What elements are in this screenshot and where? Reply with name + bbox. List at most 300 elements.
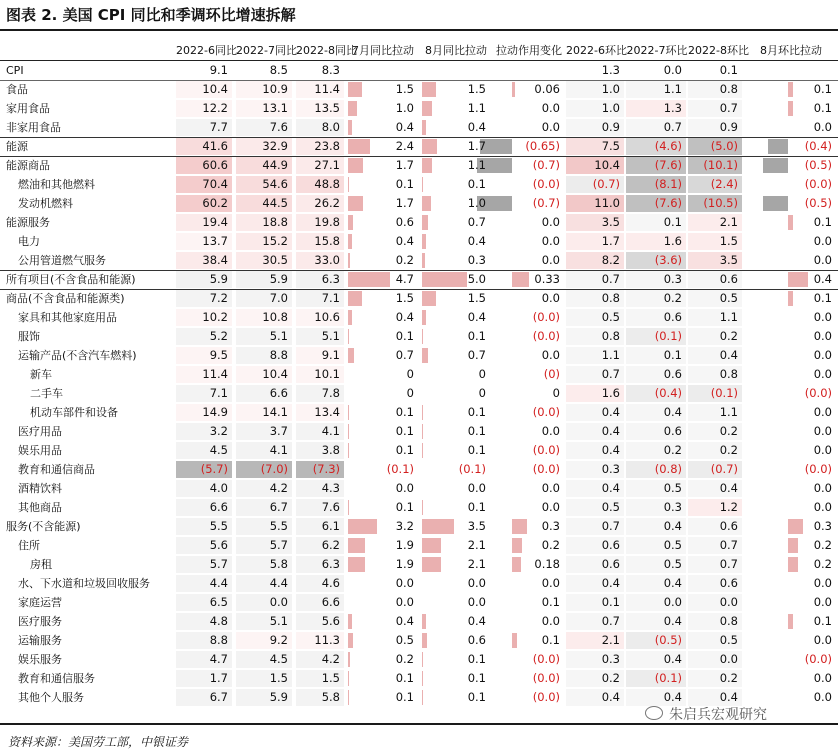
value-cell: 13.7 [202, 234, 228, 248]
source-note: 资料来源：美国劳工部，中银证券 [8, 735, 189, 749]
value-cell: 0.2 [663, 291, 682, 305]
value-cell: 0.0 [813, 253, 832, 267]
value-cell: 0.2 [541, 538, 560, 552]
value-cell: 0.2 [813, 557, 832, 571]
value-cell: 0.0 [813, 595, 832, 609]
value-cell: 6.3 [321, 272, 340, 286]
value-cell: 0.1 [467, 177, 486, 191]
value-cell: 70.4 [202, 177, 228, 191]
table-row [0, 232, 838, 251]
value-cell: 5.6 [321, 614, 340, 628]
value-cell: 0.0 [663, 63, 682, 77]
value-cell: 0 [406, 386, 414, 400]
row-label: 教育和通信服务 [18, 672, 95, 685]
value-cell: 33.0 [314, 253, 340, 267]
value-cell: 0.0 [813, 405, 832, 419]
value-cell: 0.6 [601, 557, 620, 571]
value-cell: 0.8 [601, 329, 620, 343]
value-cell: 0.1 [663, 215, 682, 229]
value-cell [744, 62, 832, 79]
value-cell: 0.7 [601, 614, 620, 628]
wechat-icon [645, 706, 663, 720]
row-divider [0, 270, 838, 271]
value-cell: 10.6 [314, 310, 340, 324]
value-cell: 9.1 [209, 63, 228, 77]
value-cell: (7.0) [260, 462, 288, 476]
page-title: 图表 2. 美国 CPI 同比和季调环比增速拆解 [6, 6, 296, 24]
table-row [0, 327, 838, 346]
value-cell: 1.5 [467, 291, 486, 305]
row-label: 能源服务 [6, 216, 50, 229]
value-cell: (0.5) [804, 196, 832, 210]
value-cell: 0.1 [395, 500, 414, 514]
value-cell: (0.0) [532, 443, 560, 457]
value-cell: 0.4 [663, 614, 682, 628]
value-cell: 0.4 [395, 120, 414, 134]
value-cell: (0.0) [532, 329, 560, 343]
value-cell: 5.7 [209, 557, 228, 571]
value-cell: 0.1 [601, 595, 620, 609]
value-cell: (0.0) [532, 405, 560, 419]
table-row [0, 669, 838, 688]
value-cell: 0.0 [467, 576, 486, 590]
value-cell: 4.4 [269, 576, 288, 590]
table-row [0, 555, 838, 574]
value-cell: (0.7) [710, 462, 738, 476]
row-label: 水、下水道和垃圾回收服务 [18, 577, 150, 590]
value-cell: (0.1) [710, 386, 738, 400]
value-cell: 11.3 [314, 633, 340, 647]
value-cell: 0.0 [813, 690, 832, 704]
value-cell: 0 [552, 386, 560, 400]
value-cell: 0.1 [813, 215, 832, 229]
value-cell: 1.9 [395, 557, 414, 571]
row-label: 运输服务 [18, 634, 62, 647]
row-label: 二手车 [30, 387, 63, 400]
value-cell: 7.6 [321, 500, 340, 514]
table-row [0, 517, 838, 536]
value-cell: 7.1 [321, 291, 340, 305]
value-cell: 12.2 [202, 101, 228, 115]
value-cell: 0.0 [541, 234, 560, 248]
row-label: 酒精饮料 [18, 482, 62, 495]
value-cell: 1.6 [601, 386, 620, 400]
value-cell: 4.1 [321, 424, 340, 438]
value-cell: 3.5 [719, 253, 738, 267]
value-cell: 0.1 [467, 690, 486, 704]
value-cell [420, 62, 486, 79]
value-cell: 0.6 [663, 367, 682, 381]
value-cell: 54.6 [262, 177, 288, 191]
value-cell: 0.2 [663, 443, 682, 457]
value-cell: 0.5 [601, 310, 620, 324]
table-row [0, 631, 838, 650]
row-label: 住所 [18, 539, 40, 552]
value-cell: (5.0) [710, 139, 738, 153]
value-cell: 6.7 [269, 500, 288, 514]
value-cell: 38.4 [202, 253, 228, 267]
value-cell: 0.4 [719, 481, 738, 495]
value-cell: 10.9 [262, 82, 288, 96]
value-cell: 0.0 [541, 120, 560, 134]
value-cell: 2.1 [719, 215, 738, 229]
value-cell: 1.0 [601, 82, 620, 96]
value-cell: (0.5) [804, 158, 832, 172]
value-cell: 44.9 [262, 158, 288, 172]
value-cell: 0.2 [813, 538, 832, 552]
value-cell: 4.0 [209, 481, 228, 495]
value-cell: 0.7 [719, 557, 738, 571]
value-cell: 0.4 [395, 614, 414, 628]
value-cell: 0.3 [663, 272, 682, 286]
value-cell: (0.1) [654, 671, 682, 685]
value-cell: 0.9 [601, 120, 620, 134]
value-cell: 0.1 [395, 177, 414, 191]
value-cell: 26.2 [314, 196, 340, 210]
value-cell: 13.5 [314, 101, 340, 115]
value-cell: 0.6 [395, 215, 414, 229]
value-cell: 0.5 [395, 633, 414, 647]
value-cell: 0.0 [467, 595, 486, 609]
value-cell: 0.1 [541, 633, 560, 647]
table-row [0, 289, 838, 308]
value-cell: 0.1 [813, 614, 832, 628]
value-cell: 0 [406, 367, 414, 381]
table-row [0, 536, 838, 555]
value-cell: 7.7 [209, 120, 228, 134]
value-cell: 4.7 [395, 272, 414, 286]
value-cell [492, 62, 560, 79]
value-cell: 3.7 [269, 424, 288, 438]
value-cell: 0.06 [534, 82, 560, 96]
value-cell: 0.1 [467, 424, 486, 438]
value-cell: 0.5 [719, 633, 738, 647]
row-label: 燃油和其他燃料 [18, 178, 95, 191]
value-cell: 7.1 [209, 386, 228, 400]
value-cell: 11.4 [314, 82, 340, 96]
value-cell: 0.4 [395, 234, 414, 248]
value-cell: 0.8 [719, 367, 738, 381]
value-cell: 1.0 [395, 101, 414, 115]
column-header: 拉动作用变化 [496, 44, 562, 57]
value-cell: 6.2 [321, 538, 340, 552]
row-label: 能源 [6, 140, 28, 153]
value-cell: 0.7 [467, 215, 486, 229]
value-cell: 0.3 [467, 253, 486, 267]
value-cell: 0.0 [813, 443, 832, 457]
value-cell: 3.5 [601, 215, 620, 229]
value-cell: 0.1 [395, 405, 414, 419]
column-header: 2022-7环比 [626, 44, 688, 57]
row-divider [0, 289, 838, 290]
value-cell: 0.4 [467, 310, 486, 324]
value-cell: 0.3 [601, 462, 620, 476]
table-row [0, 365, 838, 384]
value-cell: 1.1 [467, 158, 486, 172]
watermark [645, 704, 767, 724]
value-cell: 1.5 [395, 82, 414, 96]
column-header: 2022-7同比 [236, 44, 297, 57]
value-cell: 8.8 [209, 633, 228, 647]
value-cell: 0.1 [813, 101, 832, 115]
table-row [0, 156, 838, 175]
value-cell: 0.7 [601, 519, 620, 533]
value-cell: 0.3 [601, 652, 620, 666]
value-cell: 0.1 [663, 348, 682, 362]
value-cell: 0.6 [719, 576, 738, 590]
value-cell: 0.1 [467, 405, 486, 419]
value-cell: (4.6) [654, 139, 682, 153]
value-cell: 1.1 [467, 101, 486, 115]
value-cell: 0.1 [467, 443, 486, 457]
table-row [0, 403, 838, 422]
value-cell: (0.1) [458, 462, 486, 476]
table-row [0, 175, 838, 194]
value-cell: 0.0 [541, 348, 560, 362]
title-rule [0, 29, 838, 31]
value-cell: 0.0 [813, 234, 832, 248]
value-cell: 1.2 [719, 500, 738, 514]
value-cell: 5.8 [269, 557, 288, 571]
row-label: 其他商品 [18, 501, 62, 514]
column-header: 8月同比拉动 [425, 44, 487, 57]
value-cell: 0.4 [719, 690, 738, 704]
value-cell: 19.4 [202, 215, 228, 229]
watermark-text: 朱启兵宏观研究 [669, 707, 767, 723]
row-divider [0, 137, 838, 138]
row-label: 教育和通信商品 [18, 463, 95, 476]
value-cell: 0.1 [467, 671, 486, 685]
value-cell: 0.6 [467, 633, 486, 647]
value-cell: 0.0 [813, 424, 832, 438]
value-cell: 1.5 [321, 671, 340, 685]
value-cell: 6.7 [209, 690, 228, 704]
table-row [0, 137, 838, 156]
value-cell: 0.4 [601, 690, 620, 704]
value-cell: 48.8 [314, 177, 340, 191]
value-cell: 0.0 [541, 614, 560, 628]
value-cell: 0.0 [663, 595, 682, 609]
value-cell: (0.0) [532, 310, 560, 324]
value-cell: 0.2 [601, 671, 620, 685]
value-cell: 4.1 [269, 443, 288, 457]
value-cell: 0.5 [719, 291, 738, 305]
value-cell: 0.0 [541, 253, 560, 267]
value-cell: 14.9 [202, 405, 228, 419]
value-cell: 0.0 [813, 671, 832, 685]
value-cell: 44.5 [262, 196, 288, 210]
value-cell: 1.5 [395, 291, 414, 305]
value-cell: 0.7 [601, 272, 620, 286]
value-cell: 0.0 [719, 652, 738, 666]
value-cell: 11.4 [202, 367, 228, 381]
value-cell: 0.2 [719, 329, 738, 343]
table-row [0, 194, 838, 213]
value-cell: 10.8 [262, 310, 288, 324]
value-cell: 0.6 [663, 310, 682, 324]
row-label: 运输产品(不含汽车燃料) [18, 349, 137, 362]
row-label: 娱乐用品 [18, 444, 62, 457]
table-row [0, 612, 838, 631]
value-cell: 0.4 [601, 576, 620, 590]
value-cell: 0.7 [663, 120, 682, 134]
value-cell: 5.9 [209, 272, 228, 286]
value-cell: (0.0) [532, 690, 560, 704]
row-label: 服饰 [18, 330, 40, 343]
row-divider [0, 156, 838, 157]
value-cell: 7.2 [209, 291, 228, 305]
value-cell: 1.7 [467, 139, 486, 153]
value-cell: 7.0 [269, 291, 288, 305]
value-cell: 14.1 [262, 405, 288, 419]
value-cell: 15.8 [314, 234, 340, 248]
value-cell: 1.7 [395, 158, 414, 172]
value-cell: 6.6 [321, 595, 340, 609]
table-row [0, 213, 838, 232]
value-cell: 0.1 [467, 329, 486, 343]
value-cell: 32.9 [262, 139, 288, 153]
value-cell: 11.0 [594, 196, 620, 210]
value-cell: 0.1 [813, 82, 832, 96]
value-cell: 0.4 [601, 443, 620, 457]
value-cell [346, 62, 414, 79]
value-cell: 18.8 [262, 215, 288, 229]
value-cell: 0.8 [601, 291, 620, 305]
value-cell: 8.0 [321, 120, 340, 134]
value-cell: (0.1) [654, 329, 682, 343]
value-cell: 4.5 [209, 443, 228, 457]
value-cell: 9.1 [321, 348, 340, 362]
value-cell: 0 [478, 386, 486, 400]
value-cell: 0.4 [601, 405, 620, 419]
value-cell: 5.9 [269, 690, 288, 704]
table-row [0, 441, 838, 460]
value-cell: 0.1 [813, 291, 832, 305]
row-label: 家庭运营 [18, 596, 62, 609]
value-cell: 0.33 [534, 272, 560, 286]
value-cell: 1.0 [467, 196, 486, 210]
value-cell: 5.5 [209, 519, 228, 533]
value-cell: (0.7) [532, 158, 560, 172]
value-cell: 6.3 [321, 557, 340, 571]
value-cell: (0.0) [804, 177, 832, 191]
value-cell: 0.0 [395, 481, 414, 495]
row-label: 医疗服务 [18, 615, 62, 628]
value-cell: 2.1 [467, 538, 486, 552]
row-label: 房租 [30, 558, 52, 571]
value-cell: 0.0 [813, 633, 832, 647]
value-cell: 13.1 [262, 101, 288, 115]
value-cell: 0.3 [813, 519, 832, 533]
value-cell: 4.2 [269, 481, 288, 495]
value-cell: 0.0 [541, 215, 560, 229]
value-cell: 1.9 [395, 538, 414, 552]
value-cell: 0.0 [813, 348, 832, 362]
value-cell: 0.0 [541, 500, 560, 514]
value-cell: (0.7) [592, 177, 620, 191]
table-row [0, 650, 838, 669]
value-cell: 0.8 [719, 82, 738, 96]
value-cell: 0.2 [719, 443, 738, 457]
value-cell: 0.0 [269, 595, 288, 609]
table-row [0, 270, 838, 289]
value-cell: 41.6 [202, 139, 228, 153]
row-label: 医疗用品 [18, 425, 62, 438]
value-cell: (3.6) [654, 253, 682, 267]
value-cell: (0.8) [654, 462, 682, 476]
value-cell: 8.5 [269, 63, 288, 77]
value-cell: (10.1) [703, 158, 738, 172]
value-cell: 0.0 [395, 576, 414, 590]
value-cell: 6.6 [269, 386, 288, 400]
table-row [0, 99, 838, 118]
value-cell: 0.2 [395, 253, 414, 267]
value-cell: 0.1 [467, 652, 486, 666]
row-label: CPI [6, 64, 24, 77]
value-cell: 0.4 [719, 348, 738, 362]
value-cell: 0.7 [601, 367, 620, 381]
row-divider [0, 80, 838, 81]
row-label: 家具和其他家庭用品 [18, 311, 117, 324]
table-row [0, 460, 838, 479]
value-cell: 1.0 [601, 101, 620, 115]
value-cell: 0.6 [719, 519, 738, 533]
value-cell: 0.3 [663, 500, 682, 514]
value-cell: 0.0 [541, 291, 560, 305]
value-cell: 4.6 [321, 576, 340, 590]
value-cell: 0.18 [534, 557, 560, 571]
value-cell: 1.3 [601, 63, 620, 77]
value-cell: 0.9 [719, 120, 738, 134]
value-cell: 0.1 [719, 63, 738, 77]
value-cell: 1.3 [663, 101, 682, 115]
value-cell: 5.0 [467, 272, 486, 286]
column-header: 2022-6同比 [176, 44, 237, 57]
value-cell: 0 [478, 367, 486, 381]
row-label: 服务(不含能源) [6, 520, 81, 533]
value-cell: 0.0 [813, 500, 832, 514]
value-cell: 5.2 [209, 329, 228, 343]
value-cell: 0.7 [719, 101, 738, 115]
value-cell: (0.0) [804, 386, 832, 400]
value-cell: 0.3 [541, 519, 560, 533]
column-header: 8月环比拉动 [760, 44, 822, 57]
value-cell: 5.5 [269, 519, 288, 533]
value-cell: 0.0 [813, 576, 832, 590]
value-cell: 6.6 [209, 500, 228, 514]
table-row [0, 574, 838, 593]
value-cell: (0.7) [532, 196, 560, 210]
value-cell: 0.5 [663, 557, 682, 571]
value-cell: (7.6) [654, 196, 682, 210]
value-cell: 60.2 [202, 196, 228, 210]
table-row [0, 251, 838, 270]
value-cell: 0.0 [813, 310, 832, 324]
value-cell: 1.7 [209, 671, 228, 685]
value-cell: 0.0 [541, 576, 560, 590]
value-cell: (0.1) [386, 462, 414, 476]
value-cell: 5.7 [269, 538, 288, 552]
column-header: 2022-6环比 [566, 44, 627, 57]
value-cell: 0.7 [719, 538, 738, 552]
value-cell: 5.1 [269, 614, 288, 628]
value-cell: 0.4 [663, 652, 682, 666]
row-label: 机动车部件和设备 [30, 406, 118, 419]
value-cell: 5.8 [321, 690, 340, 704]
table-row [0, 422, 838, 441]
table-row [0, 61, 838, 80]
value-cell: 15.2 [262, 234, 288, 248]
